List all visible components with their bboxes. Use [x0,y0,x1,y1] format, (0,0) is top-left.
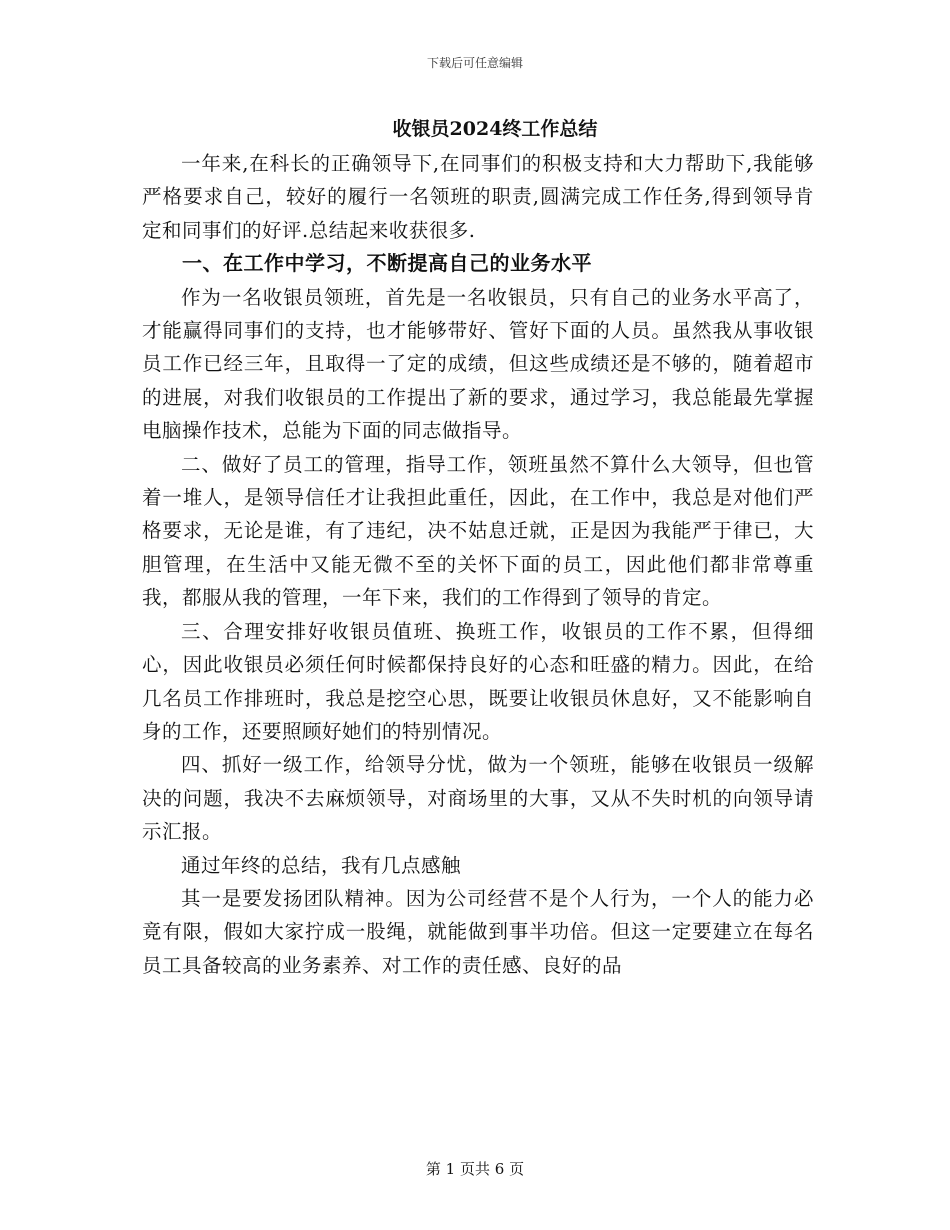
paragraph-management: 二、做好了员工的管理，指导工作，领班虽然不算什么大领导，但也管着一堆人，是领导信任才让我担此重任，因此，在工作中，我总是对他们严格要求，无论是谁，有了违纪，决不姑息迁就，正是因为我能严于律已，大胆管理，在生活中又能无微不至的关怀下面的员工，因此他们都非常尊重我，都服从我的管理，一年下来，我们的工作得到了领导的肯定。 [142,452,814,610]
page-header: 下载后可任意编辑 [426,56,523,70]
paragraph-scheduling: 三、合理安排好收银员值班、换班工作，收银员的工作不累，但得细心，因此收银员必须任何时候都保持良好的心态和旺盛的精力。因此，在给几名员工作排班时，我总是挖空心思，既要让收银员休息好，又不能影响自身的工作，还要照顾好她们的特别情况。 [142,619,814,743]
paragraph-study: 作为一名收银员领班，首先是一名收银员，只有自己的业务水平高了，才能赢得同事们的支持，也才能够带好、管好下面的人员。虽然我从事收银员工作已经三年，且取得一了定的成绩，但这些成绩还是不够的，随着超市的进展，对我们收银员的工作提出了新的要求，通过学习，我总能最先掌握电脑操作技术，总能为下面的同志做指导。 [142,285,814,443]
paragraph-intro: 一年来,在科长的正确领导下,在同事们的积极支持和大力帮助下,我能够严格要求自己，较好的履行一名领班的职责,圆满完成工作任务,得到领导肯定和同事们的好评.总结起来收获很多. [142,152,814,242]
paragraph-teamwork: 其一是要发扬团队精神。因为公司经营不是个人行为，一个人的能力必竟有限，假如大家拧成一股绳，就能做到事半功倍。但这一定要建立在每名员工具备较高的业务素养、对工作的责任感、良好的品 [142,886,814,977]
section-heading-1: 一、在工作中学习，不断提高自己的业务水平 [182,251,592,276]
paragraph-reflection-intro: 通过年终的总结，我有几点感触 [181,853,462,877]
paragraph-support: 四、抓好一级工作，给领导分忧，做为一个领班，能够在收银员一级解决的问题，我决不去麻烦领导，对商场里的大事，又从不失时机的向领导请示汇报。 [142,753,814,844]
page-number: 第 1 页共 6 页 [425,1160,525,1178]
document-body [142,147,814,982]
page-title: 收银员2024终工作总结 [392,118,598,140]
